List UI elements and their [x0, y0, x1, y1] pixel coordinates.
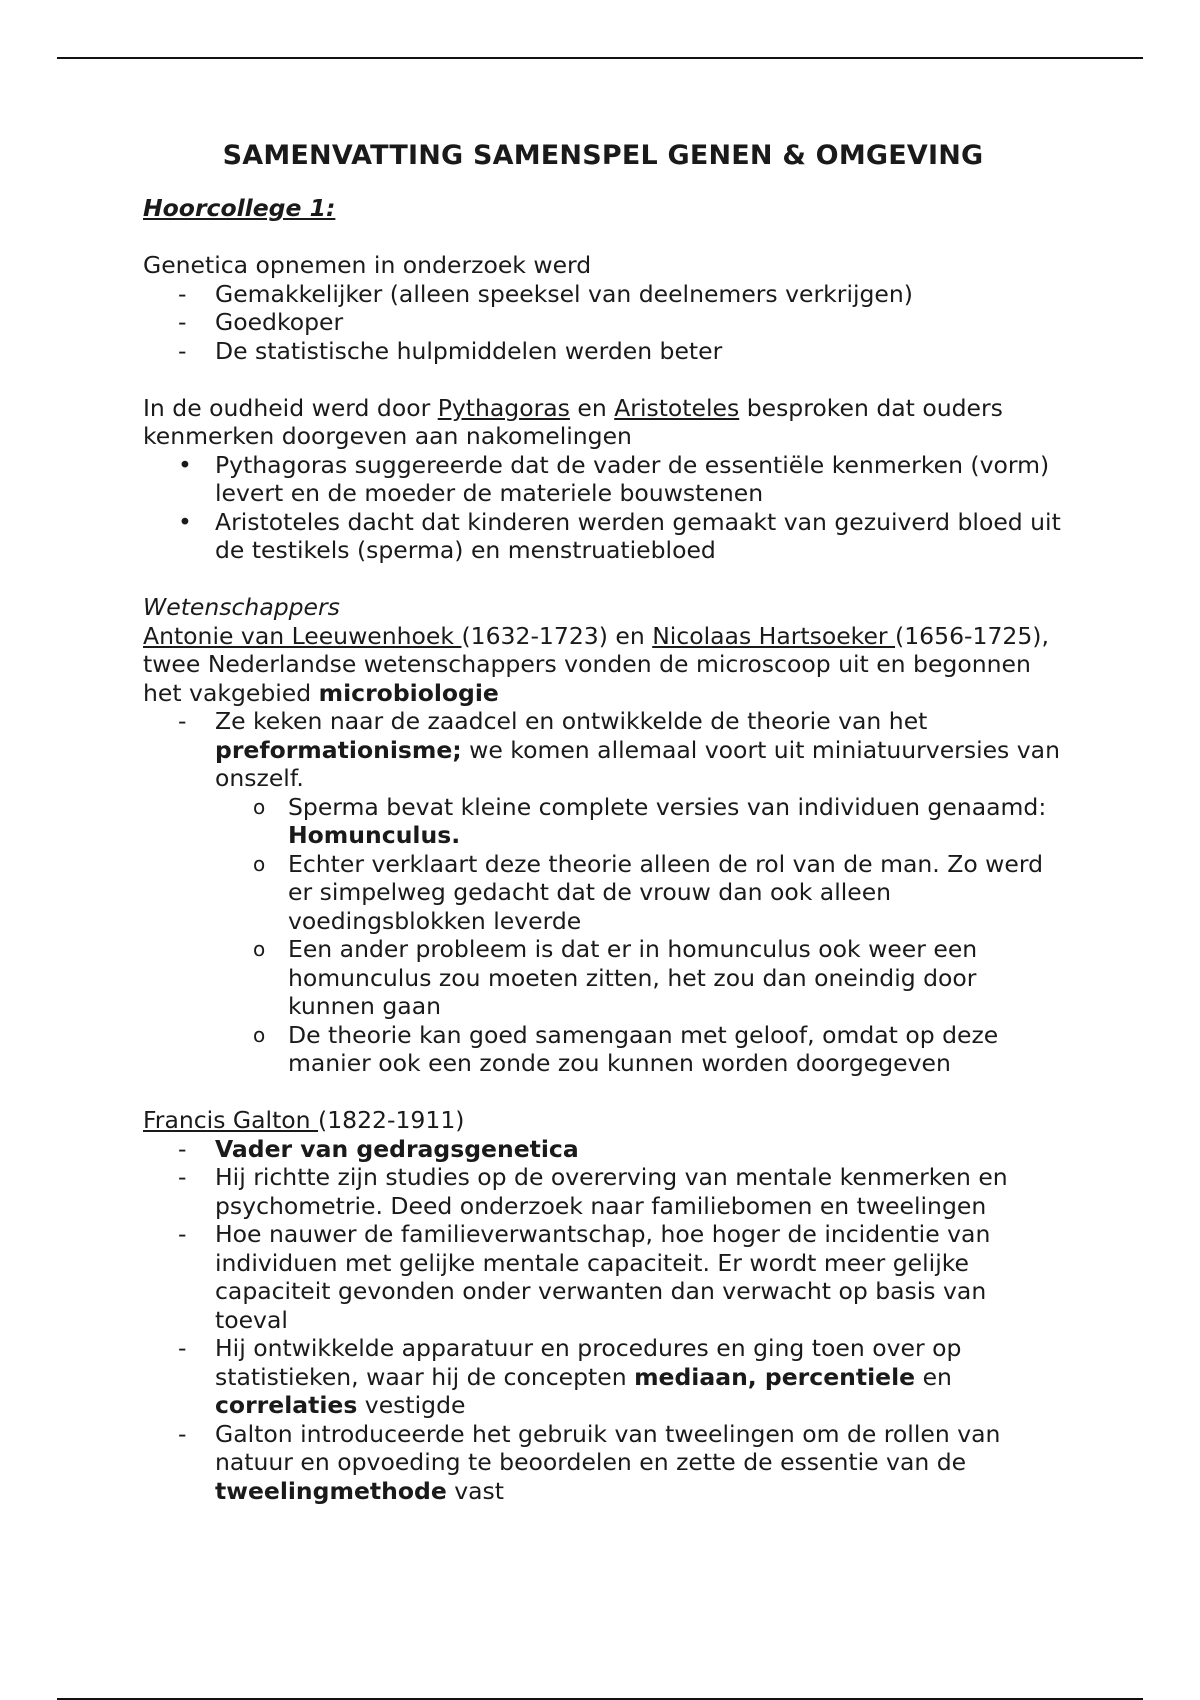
genetica-intro: Genetica opnemen in onderzoek werd	[143, 251, 592, 279]
circle-marker: o	[253, 937, 266, 961]
section-heading: Hoorcollege 1:	[143, 194, 336, 222]
name-galton: Francis Galton	[143, 1106, 319, 1134]
header-rule	[57, 57, 1143, 59]
wetenschappers-intro: Antonie van Leeuwenhoek (1632-1723) en Nicolaas Hartsoeker (1656-1725), twee Nederlandse wetenschappers vonden de microscoop uit en begonnen het vakgebied microbiologie	[143, 621, 1049, 707]
document-body	[143, 135, 1063, 1505]
dash-marker: -	[178, 336, 187, 365]
dash-marker: -	[178, 1334, 187, 1362]
name-aristoteles: Aristoteles	[614, 393, 740, 422]
wetenschappers-list	[143, 707, 1063, 1078]
list-item: - Hoe nauwer de familieverwantschap, hoe hoger de incidentie van individuen met gelijke mentale capaciteit. Er wordt meer gelijke capaciteit gevonden onder verwanten dan verwacht op basis van toeval	[178, 1220, 991, 1334]
dash-marker: -	[178, 1134, 187, 1163]
list-item: - Ze keken naar de zaadcel en ontwikkelde de theorie van het preformationisme; we komen allemaal voort uit miniatuurversies van onszelf.	[178, 707, 1060, 792]
circle-marker: o	[253, 1022, 266, 1047]
list-item: - Vader van gedragsgenetica	[178, 1134, 579, 1163]
galton-heading: Francis Galton (1822-1911)	[143, 1106, 465, 1134]
circle-marker: o	[253, 794, 266, 819]
dash-marker: -	[178, 279, 187, 308]
sub-list-item: o Sperma bevat kleine complete versies van individuen genaamd: Homunculus.	[253, 792, 1047, 849]
list-item: - Hij richtte zijn studies op de overerving van mentale kenmerken en psychometrie. Deed onderzoek naar familiebomen en tweelingen	[178, 1163, 1008, 1220]
list-item: • Aristoteles dacht dat kinderen werden gemaakt van gezuiverd bloed uit de testikels (sperma) en menstruatiebloed	[178, 507, 1061, 564]
bullet-marker: •	[178, 450, 192, 479]
dash-marker: -	[178, 1220, 187, 1248]
dash-marker: -	[178, 1163, 187, 1191]
list-item: - Goedkoper	[178, 308, 344, 336]
circle-marker: o	[253, 851, 266, 876]
list-item: - De statistische hulpmiddelen werden beter	[178, 336, 723, 365]
galton-list	[143, 1135, 1063, 1506]
oudheid-intro: In de oudheid werd door Pythagoras en Aristoteles besproken dat ouders kenmerken doorgeven aan nakomelingen	[143, 393, 1003, 450]
name-hartsoeker: Nicolaas Hartsoeker	[652, 621, 896, 650]
sub-list-item: o Een ander probleem is dat er in homunculus ook weer een homunculus zou moeten zitten, het zou dan oneindig door kunnen gaan	[253, 935, 978, 1020]
oudheid-list	[143, 451, 1063, 565]
name-leeuwenhoek: Antonie van Leeuwenhoek	[143, 621, 462, 650]
document-title: SAMENVATTING SAMENSPEL GENEN & OMGEVING	[222, 140, 984, 171]
list-item: - Galton introduceerde het gebruik van tweelingen om de rollen van natuur en opvoeding te beoordelen en zette de essentie van de tweelingmethode vast	[178, 1419, 1001, 1505]
bullet-marker: •	[178, 507, 192, 536]
name-pythagoras: Pythagoras	[437, 393, 570, 422]
list-item: - Hij ontwikkelde apparatuur en procedures en ging toen over op statistieken, waar hij de concepten mediaan, percentiele en correlaties vestigde	[178, 1334, 962, 1419]
wetenschappers-subheading: Wetenschappers	[143, 593, 340, 621]
dash-marker: -	[178, 308, 187, 336]
sub-list-item: o De theorie kan goed samengaan met geloof, omdat op deze manier ook een zonde zou kunnen worden doorgegeven	[253, 1020, 999, 1077]
list-item: • Pythagoras suggereerde dat de vader de essentiële kenmerken (vorm) levert en de moeder de materiele bouwstenen	[178, 450, 1050, 507]
genetica-list	[143, 280, 1063, 366]
sub-list-item: o Echter verklaart deze theorie alleen de rol van de man. Zo werd er simpelweg gedacht dat de vrouw dan ook alleen voedingsblokken leverde	[253, 849, 1044, 935]
dash-marker: -	[178, 1419, 187, 1448]
dash-marker: -	[178, 707, 187, 735]
list-item: - Gemakkelijker (alleen speeksel van deelnemers verkrijgen)	[178, 279, 913, 308]
